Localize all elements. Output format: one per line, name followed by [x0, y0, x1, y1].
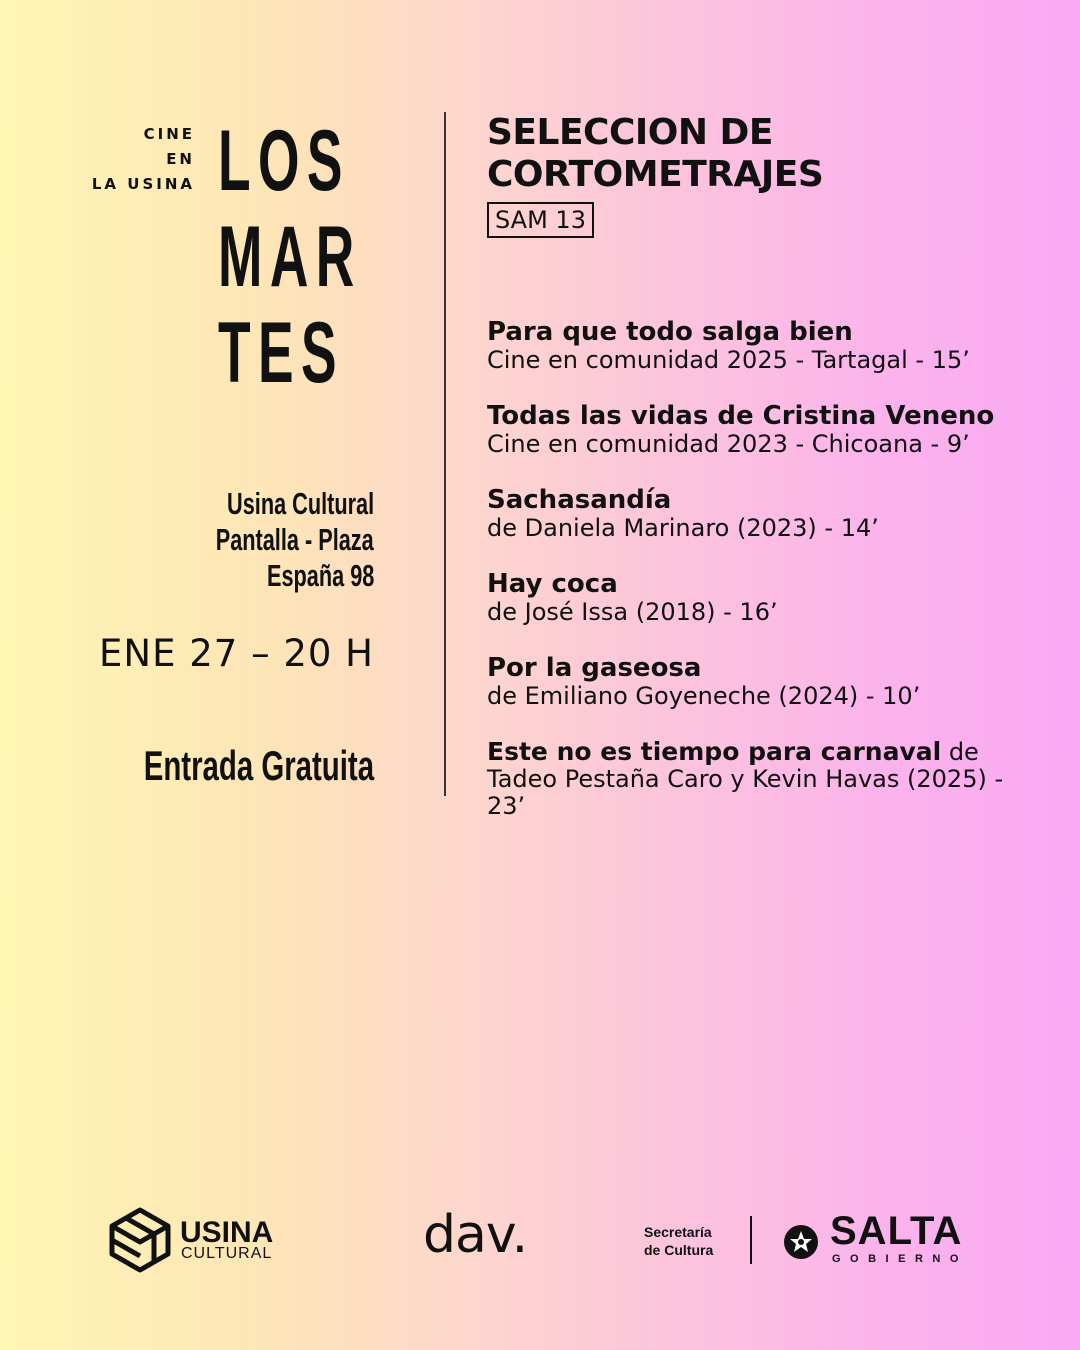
- film-title: Este no es tiempo para carnaval: [487, 737, 942, 766]
- usina-logo-name: USINA: [180, 1216, 274, 1249]
- small-line-la-usina: LA USINA: [91, 175, 195, 193]
- logo-separator: [750, 1216, 752, 1264]
- film-detail: de Tadeo Pestaña Caro y Kevin Havas (2025) - 23’: [487, 738, 1004, 820]
- film-detail: de Daniela Marinaro (2023) - 14’: [487, 514, 879, 542]
- film-title: Por la gaseosa: [487, 653, 702, 683]
- title-mar: MAR: [218, 209, 362, 305]
- entry-info: Entrada Gratuita: [143, 742, 374, 789]
- salta-logo-name: SALTA: [830, 1209, 963, 1253]
- salta-logo-sub: GOBIERNO: [832, 1253, 968, 1265]
- rating-badge: SAM 13: [487, 202, 594, 238]
- film-detail: de José Issa (2018) - 16’: [487, 598, 778, 626]
- film-item: [487, 402, 1047, 458]
- film-detail: de Emiliano Goyeneche (2024) - 10’: [487, 682, 921, 710]
- cine-en-la-usina-label: [60, 125, 195, 205]
- title-los: LOS: [218, 113, 350, 209]
- film-title: Para que todo salga bien: [487, 317, 853, 347]
- film-detail: Cine en comunidad 2025 - Tartagal - 15’: [487, 346, 970, 374]
- film-item: [487, 570, 1047, 626]
- event-date: ENE 27 – 20 H: [99, 632, 374, 675]
- small-line-cine: CINE: [143, 125, 195, 143]
- film-item: [487, 318, 1047, 374]
- film-title: Hay coca: [487, 569, 618, 599]
- salta-star-icon: [783, 1218, 819, 1270]
- usina-cube-icon: [108, 1206, 172, 1278]
- film-title: Sachasandía: [487, 485, 672, 515]
- program-heading-line-1: SELECCION DE: [487, 112, 774, 153]
- secretaria-line-1: Secretaría: [644, 1224, 712, 1240]
- venue-line-3: España 98: [266, 558, 374, 593]
- column-divider: [444, 112, 446, 796]
- film-item-last: [487, 738, 1047, 820]
- program-heading-line-2: CORTOMETRAJES: [487, 154, 824, 195]
- title-tes: TES: [218, 305, 345, 401]
- small-line-en: EN: [166, 150, 195, 168]
- film-title: Todas las vidas de Cristina Veneno: [487, 401, 995, 431]
- film-item: [487, 654, 1047, 710]
- dav-logo: dav.: [423, 1205, 528, 1265]
- usina-logo-sub: CULTURAL: [181, 1245, 273, 1262]
- film-item: [487, 486, 1047, 542]
- venue-line-2: Pantalla - Plaza: [215, 522, 374, 557]
- film-detail: Cine en comunidad 2023 - Chicoana - 9’: [487, 430, 970, 458]
- secretaria-line-2: de Cultura: [644, 1242, 714, 1258]
- venue-line-1: Usina Cultural: [226, 486, 374, 521]
